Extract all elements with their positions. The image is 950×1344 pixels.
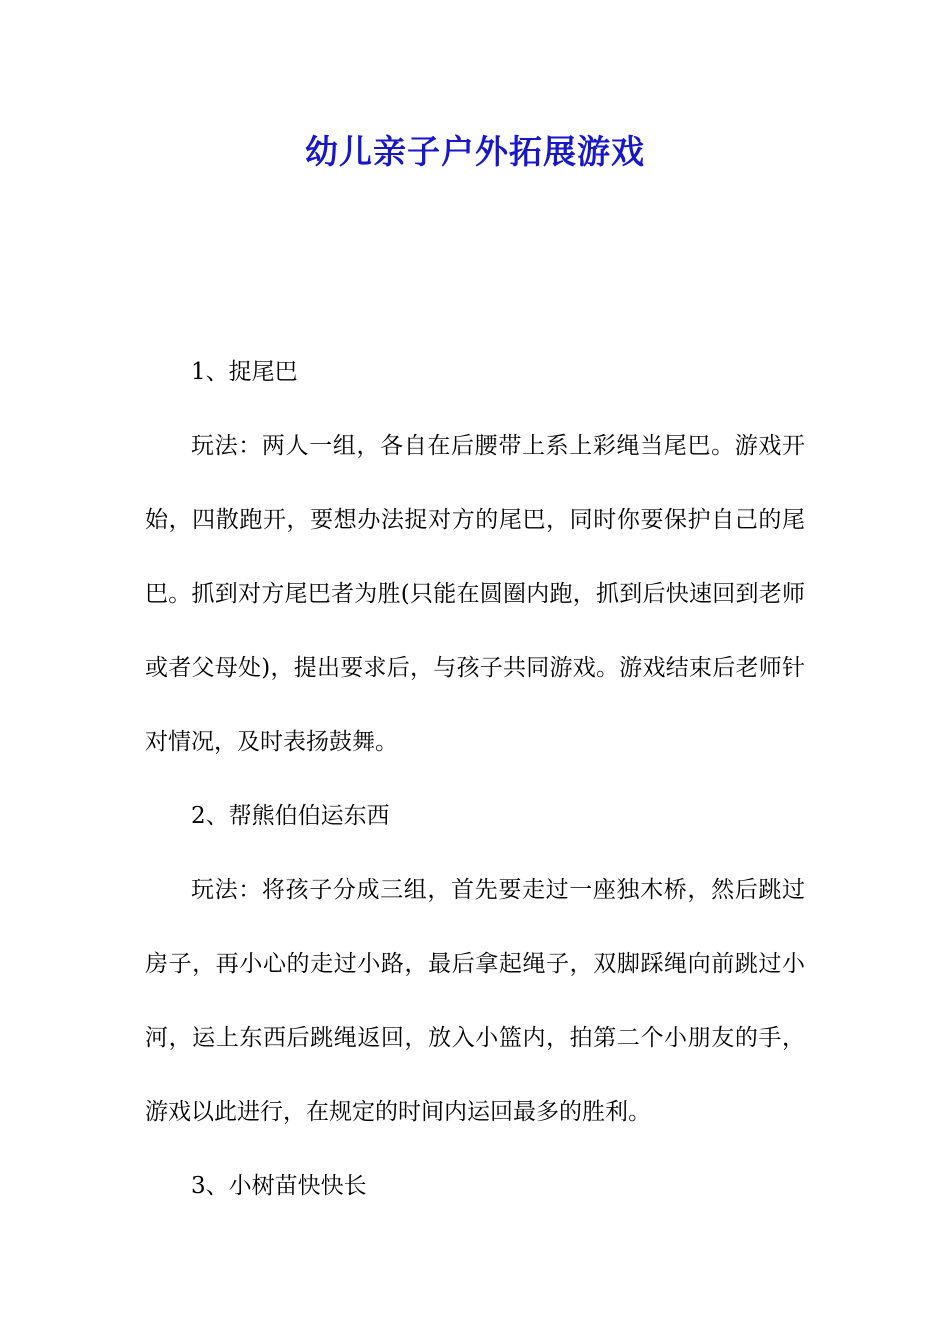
section-body-2: 玩法：将孩子分成三组，首先要走过一座独木桥，然后跳过房子，再小心的走过小路，最后拿起绳子，双脚踩绳向前跳过小河，运上东西后跳绳返回，放入小篮内，拍第二个小朋友的手，游戏以此进行，在规定的时间内运回最多的胜利。 xyxy=(145,877,805,1125)
section-heading-1: 1、捉尾巴 xyxy=(191,359,298,385)
document-title: 幼儿亲子户外拓展游戏 xyxy=(305,132,645,171)
document-body xyxy=(145,335,805,1223)
section-heading-3: 3、小树苗快快长 xyxy=(191,1173,367,1199)
section-body-1: 玩法：两人一组，各自在后腰带上系上彩绳当尾巴。游戏开始，四散跑开，要想办法捉对方的尾巴，同时你要保护自己的尾巴。抓到对方尾巴者为胜(只能在圆圈内跑，抓到后快速回到老师或者父母处)，提出要求后，与孩子共同游戏。游戏结束后老师针对情况，及时表扬鼓舞。 xyxy=(145,433,805,755)
section-heading-2: 2、帮熊伯伯运东西 xyxy=(191,803,390,829)
